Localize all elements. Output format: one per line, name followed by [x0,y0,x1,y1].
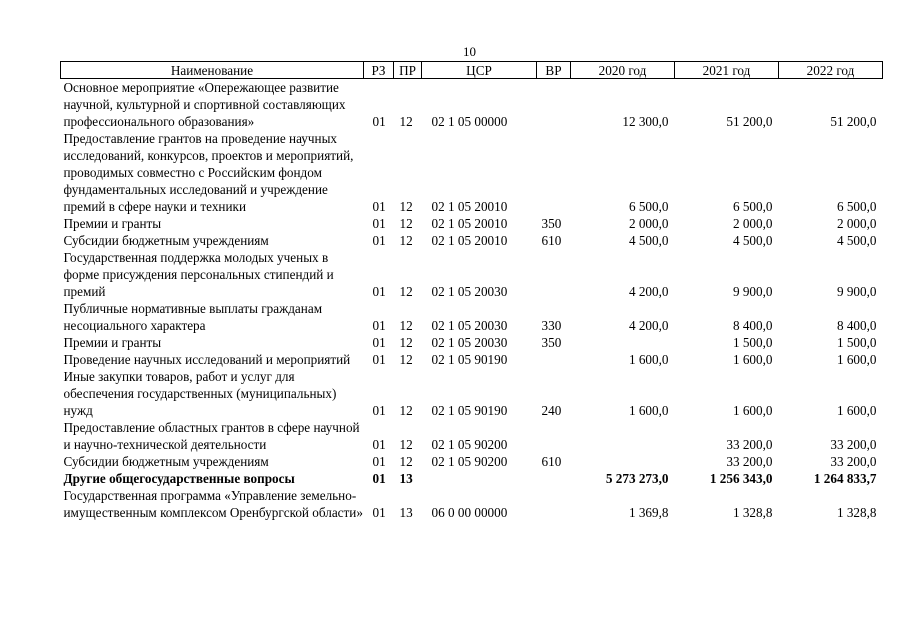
cell-vr: 350 [541,335,562,350]
cell-pr: 12 [399,318,413,333]
cell-name: Премии и гранты [63,216,162,231]
cell-y2021: 33 200,0 [726,437,773,452]
cell-y2022: 33 200,0 [830,437,877,452]
cell-pr: 13 [399,505,413,520]
cell-name: Проведение научных исследований и мероприятий [63,352,351,367]
table-row [61,453,883,470]
cell-y2020 [571,453,675,470]
cell-y2022: 33 200,0 [830,454,877,469]
cell-csr: 02 1 05 20010 [431,199,508,214]
cell-csr: 02 1 05 90190 [431,403,508,418]
cell-name: Предоставление областных грантов в сфере научной и научно-технической деятельности [63,420,360,452]
cell-rz: 01 [372,505,386,520]
header-csr: ЦСР [422,62,537,79]
cell-name: Основное мероприятие «Опережающее развитие научной, культурной и спортивной составляющих профессионального образования» [63,80,346,129]
cell-csr: 02 1 05 20030 [431,335,508,350]
cell-y2021: 33 200,0 [726,454,773,469]
cell-csr [422,470,537,487]
cell-pr: 12 [399,216,413,231]
cell-y2020: 4 200,0 [628,284,669,299]
cell-y2020: 6 500,0 [628,199,669,214]
cell-vr [537,470,571,487]
cell-pr: 12 [399,199,413,214]
cell-y2021: 2 000,0 [732,216,773,231]
cell-pr: 12 [399,233,413,248]
cell-rz: 01 [372,233,386,248]
cell-rz: 01 [372,284,386,299]
cell-y2022: 9 900,0 [836,284,877,299]
cell-pr: 13 [399,471,413,486]
cell-name: Публичные нормативные выплаты гражданам несоциального характера [63,301,323,333]
table-header-row [61,62,883,79]
cell-vr [537,130,571,215]
cell-pr: 12 [399,352,413,367]
cell-y2020: 12 300,0 [622,114,669,129]
cell-y2022: 6 500,0 [836,199,877,214]
cell-rz: 01 [372,335,386,350]
cell-y2020 [571,419,675,453]
cell-y2020: 4 500,0 [628,233,669,248]
cell-y2020: 1 369,8 [628,505,669,520]
cell-pr: 12 [399,437,413,452]
cell-vr: 330 [541,318,562,333]
cell-y2021: 6 500,0 [732,199,773,214]
cell-y2020: 4 200,0 [628,318,669,333]
header-2020: 2020 год [571,62,675,79]
cell-y2021: 1 500,0 [732,335,773,350]
cell-rz: 01 [372,318,386,333]
cell-name: Государственная программа «Управление земельно-имущественным комплексом Оренбургской области» [63,488,363,520]
cell-vr [537,79,571,131]
cell-name: Государственная поддержка молодых ученых в форме присуждения персональных стипендий и премий [63,250,334,299]
cell-y2021: 4 500,0 [732,233,773,248]
cell-csr: 06 0 00 00000 [431,505,508,520]
cell-y2020: 5 273 273,0 [605,471,669,486]
header-2022: 2022 год [779,62,883,79]
cell-y2022: 1 600,0 [836,403,877,418]
table-row [61,232,883,249]
table-row [61,300,883,334]
cell-y2020: 2 000,0 [628,216,669,231]
cell-vr [537,351,571,368]
page-number: 10 [463,44,476,59]
table-row [61,215,883,232]
cell-y2021: 1 328,8 [732,505,773,520]
cell-csr: 02 1 05 20030 [431,284,508,299]
cell-csr: 02 1 05 20010 [431,216,508,231]
cell-name: Субсидии бюджетным учреждениям [63,233,269,248]
cell-vr: 610 [541,454,562,469]
cell-pr: 12 [399,454,413,469]
cell-pr: 12 [399,335,413,350]
cell-name: Предоставление грантов на проведение научных исследований, конкурсов, проектов и мероприятий, проводимых совместно с Российским фондом фундаментальных исследований и учреждение премий в сфере науки и техники [63,131,354,214]
cell-y2021: 9 900,0 [732,284,773,299]
cell-y2022: 2 000,0 [836,216,877,231]
cell-rz: 01 [372,114,386,129]
cell-pr: 12 [399,114,413,129]
cell-name: Иные закупки товаров, работ и услуг для обеспечения государственных (муниципальных) нужд [63,369,337,418]
cell-y2022: 1 500,0 [836,335,877,350]
cell-vr [537,249,571,300]
cell-y2021: 8 400,0 [732,318,773,333]
cell-rz: 01 [372,216,386,231]
cell-name: Другие общегосударственные вопросы [63,471,295,486]
cell-csr: 02 1 05 20030 [431,318,508,333]
table-row [61,130,883,215]
cell-y2021: 1 600,0 [732,352,773,367]
cell-rz: 01 [372,454,386,469]
header-pr: ПР [394,62,422,79]
header-vr: ВР [537,62,571,79]
cell-rz: 01 [372,199,386,214]
cell-y2022: 1 264 833,7 [813,471,877,486]
header-name: Наименование [61,62,364,79]
cell-y2022: 51 200,0 [830,114,877,129]
cell-rz: 01 [372,437,386,452]
cell-csr: 02 1 05 20010 [431,233,508,248]
cell-y2022: 1 600,0 [836,352,877,367]
cell-rz: 01 [372,471,386,486]
cell-rz: 01 [372,352,386,367]
cell-vr: 610 [541,233,562,248]
table-row [61,351,883,368]
cell-y2020: 1 600,0 [628,403,669,418]
table-row [61,334,883,351]
table-row [61,249,883,300]
cell-name: Премии и гранты [63,335,162,350]
cell-csr: 02 1 05 90190 [431,352,508,367]
table-row [61,419,883,453]
cell-csr: 02 1 05 00000 [431,114,508,129]
cell-y2021: 1 600,0 [732,403,773,418]
budget-table [60,61,883,521]
cell-pr: 12 [399,403,413,418]
table-row [61,368,883,419]
cell-name: Субсидии бюджетным учреждениям [63,454,269,469]
cell-y2021: 1 256 343,0 [709,471,773,486]
cell-y2022: 4 500,0 [836,233,877,248]
table-row [61,79,883,131]
cell-y2020 [571,334,675,351]
cell-vr: 350 [541,216,562,231]
cell-y2020: 1 600,0 [628,352,669,367]
cell-vr: 240 [541,403,562,418]
cell-vr [537,487,571,521]
cell-y2021: 51 200,0 [726,114,773,129]
cell-csr: 02 1 05 90200 [431,437,508,452]
cell-rz: 01 [372,403,386,418]
cell-csr: 02 1 05 90200 [431,454,508,469]
table-row [61,487,883,521]
table-row [61,470,883,487]
header-2021: 2021 год [675,62,779,79]
cell-y2022: 8 400,0 [836,318,877,333]
cell-y2022: 1 328,8 [836,505,877,520]
cell-pr: 12 [399,284,413,299]
cell-vr [537,419,571,453]
header-rz: РЗ [364,62,394,79]
